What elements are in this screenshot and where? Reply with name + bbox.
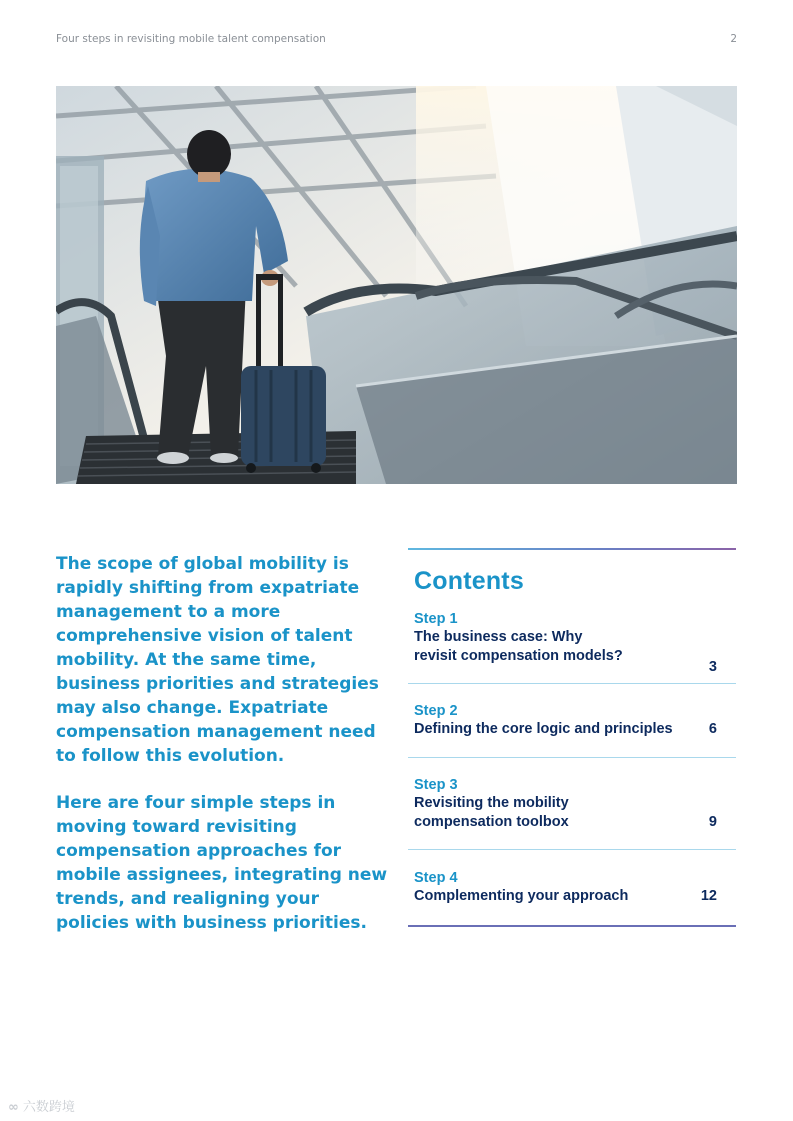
toc-step-label: Step 4 (414, 870, 458, 886)
watermark-text: 六数跨境 (22, 1100, 75, 1115)
running-title: Four steps in revisiting mobile talent compensation (56, 33, 326, 45)
toc-title: The business case: Why revisit compensation models? (414, 629, 623, 664)
contents-top-rule (408, 548, 736, 550)
toc-page-number: 12 (700, 888, 717, 904)
contents-heading: Contents (414, 567, 524, 595)
toc-step-label: Step 2 (414, 703, 458, 719)
toc-step-label: Step 1 (414, 611, 458, 627)
table-of-contents (408, 548, 736, 927)
toc-title: Defining the core logic and principles (414, 721, 673, 737)
toc-page-number: 3 (708, 659, 717, 675)
watermark-logo-icon: ∞ (8, 1100, 19, 1115)
hero-image (56, 86, 737, 484)
toc-page-number: 9 (708, 814, 717, 830)
intro-paragraph-1: The scope of global mobility is rapidly shifting from expatriate management to a more comprehensive vision of talent mobility. At the same time, business priorities and strategies may also change. Expatriate compensation management need to follow this evolution. (56, 554, 379, 766)
toc-page-number: 6 (708, 721, 717, 737)
page-number: 2 (730, 33, 737, 45)
intro-paragraph-2: Here are four simple steps in moving toward revisiting compensation approaches for mobile assignees, integrating new trends, and realigning your policies with business priorities. (56, 793, 388, 933)
toc-step-label: Step 3 (414, 777, 458, 793)
intro-text (56, 552, 396, 958)
toc-item-step-4[interactable] (408, 850, 736, 927)
toc-title: Revisiting the mobility compensation toolbox (414, 795, 569, 830)
toc-item-step-3[interactable] (408, 758, 736, 850)
toc-item-step-1[interactable] (408, 596, 736, 684)
watermark (8, 1096, 75, 1115)
toc-item-step-2[interactable] (408, 684, 736, 758)
traveler-escalator-photo (56, 86, 737, 484)
toc-title: Complementing your approach (414, 888, 629, 904)
